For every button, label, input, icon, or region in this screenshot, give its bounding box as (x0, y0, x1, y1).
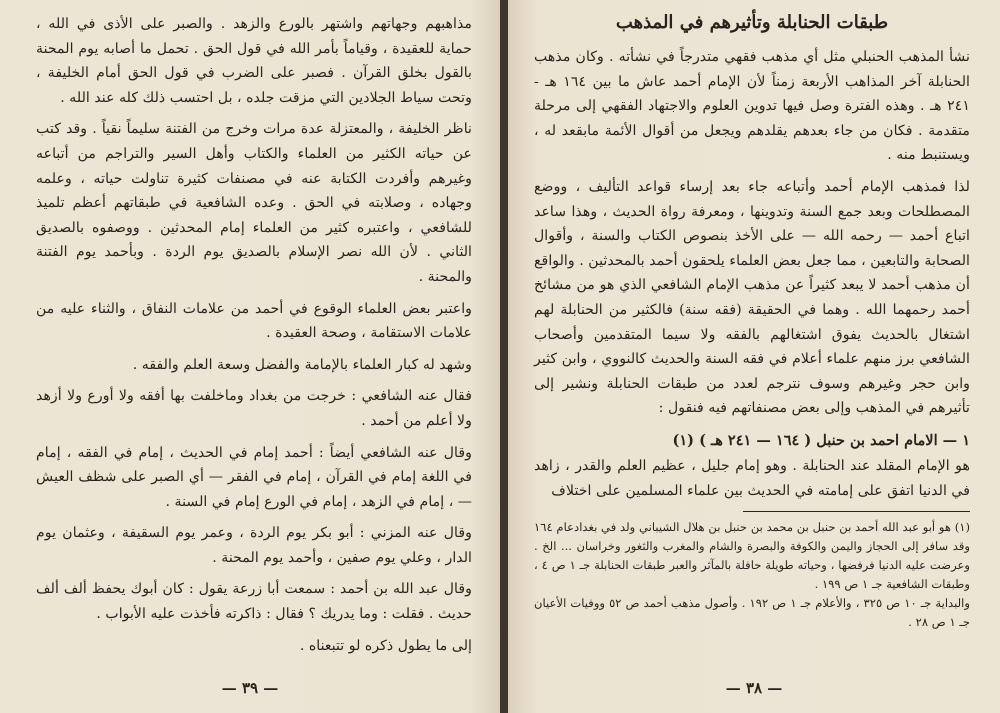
book-gutter (500, 0, 508, 713)
left-paragraph-5: فقال عنه الشافعي : خرجت من بغداد وماخلفت بها أفقه ولا أورع ولا أزهد ولا أعلم من أحمد . (36, 388, 472, 429)
left-paragraph-2: ناظر الخليفة ، والمعتزلة عدة مرات وخرج من الفتنة سليماً نقياً . وقد كتب عن حياته الكثير من العلماء والكتاب وأهل السير والتراجم من أتباعه وغيرهم وأفردت الكتابة عنه في مصنفات كثيرة تناولت حياته ، وعلمه وجهاده ، وصلابته في الحق . وعده الشافعية في طبقاتهم أعظم تلميذ للشافعي ، واعتبره كثير من العلماء إمام المحدثين . ووصفوه بالصديق الثاني . لأن الله نصر الإسلام بالصديق يوم الردة . وبأحمد يوم الفتنة والمحنة . (36, 121, 472, 285)
left-paragraph-9: إلى ما يطول ذكره لو تتبعناه . (299, 637, 472, 654)
footnote-divider (743, 511, 970, 512)
left-paragraph-6: وقال عنه الشافعي أيضاً : أحمد إمام في الحديث ، إمام في الفقه ، إمام في اللغة إمام في القرآن ، إمام في الفقر — أي الصبر على شظف العيش — ، إمام في الزهد ، إمام في الورع إمام في السنة . (36, 444, 472, 510)
section-text: هو الإمام المقلد عند الحنابلة . وهو إمام جليل ، عظيم العلم والقدر ، زاهد في الدنيا اتفق على إمامته في الحديث بين علماء المسلمين على اختلاف (534, 457, 970, 499)
page-header-title: طبقات الحنابلة وتأثيرهم في المذهب (615, 12, 889, 33)
left-paragraph-7: وقال عنه المزني : أبو بكر يوم الردة ، وعمر يوم السقيفة ، وعثمان يوم الدار ، وعلي يوم صفين ، وأحمد يوم المحنة . (36, 525, 472, 566)
right-page (508, 0, 1000, 713)
left-paragraph-3: واعتبر بعض العلماء الوقوع في أحمد من علامات النفاق ، والثناء عليه من علامات الاستقامة ، وصحة العقيدة . (36, 300, 472, 342)
section-title: ١ — الامام احمد بن حنبل ( ١٦٤ — ٢٤١ هـ ) (١) (672, 431, 970, 449)
footnote-2: والبداية جـ ١٠ ص ٣٢٥ ، والأعلام جـ ١ ص ١٩٢ . وأصول مذهب أحمد ص ٥٢ ووفيات الأعيان جـ ١ ص ٢٨ . (534, 596, 970, 630)
left-paragraph-4: وشهد له كبار العلماء بالإمامة والفضل وسعة العلم والفقه . (132, 356, 472, 373)
right-paragraph-1: نشأ المذهب الحنبلي مثل أي مذهب فقهي متدرجاً في نشأته . وكان مذهب الحنابلة آخر المذاهب الأربعة زمناً لأن الإمام أحمد عاش ما بين ١٦٤ هـ - ٢٤١ هـ . وهذه الفترة وصل فيها تدوين العلوم والاجتهاد الفقهي إلى مرحلة متقدمة . فكان من جاء بعدهم يقلدهم ويجعل من أقوال الأئمة مابقعد له ، ويستنبط منه . (534, 49, 971, 164)
right-paragraph-2: لذا فمذهب الإمام أحمد وأتباعه جاء بعد إرساء قواعد التأليف ، ووضع المصطلحات وبعد جمع السنة وتدوينها ، ومعرفة رواة الحديث ، وهذا ساعد اتباع أحمد — رحمه الله — على الأخذ بنصوص الكتاب والسنة ، وأقوال الصحابة والتابعين ، مما جعل بعض العلماء يلحقون أحمد بالمحدثين . والواقع أن مذهب أحمد لا يبعد كثيراً عن مذهب الإمام الشافعي الذي هو من مشائخ أحمد رحمهما الله . وهما في الحقيقة (فقه سنة) فالكثير من الحنابلة لهم اشتغال بالحديث يفوق اشتغالهم بالفقه ولا سيما المتقدمين وأصحاب الشافعي برز منهم علماء أعلام في فقه السنة والحديث كالنووي ، وابن كثير وابن حجر وغيرهم وسوف نترجم لعدد من طبقات الحنابلة ونشير إلى تأثيرهم في المذهب وإلى بعض مصنفاتهم فيه فنقول : (534, 178, 970, 417)
footnote-1: (١) هو أبو عبد الله أحمد بن حنبل بن محمد بن حنبل بن هلال الشيباني ولد في بغدادعام ١٦٤ وقد سافر إلى الحجاز واليمن والكوفة والبصرة والشام والمغرب والثغور وخراسان ... الخ . وعرضت عليه الدنيا فرفضها ، وحياته طويلة حافلة بالمآثر والعبر طبقات الحنابلة جـ ١ ص ٤ ، وطبقات الشافعية جـ ١ ص ١٩٩ . (534, 520, 970, 592)
left-paragraph-1: مذاهبهم وجهاتهم واشتهر بالورع والزهد . والصبر على الأذى في الله ، حماية للعقيدة ، وقياماً بأمر الله في قول الحق . تحمل ما أصابه يوم المحنة بالقول بخلق القرآن . فصبر على الضرب في قول الحق أمام الخليفة ، وتحت سياط الجلادين التي مزقت جلده ، بل احتسب ذلك كله عند الله . (36, 16, 472, 106)
left-page-number: — ٣٩ — (221, 679, 279, 697)
left-paragraph-8: وقال عبد الله بن أحمد : سمعت أبا زرعة يقول : كان أبوك يحفظ ألف ألف حديث . فقلت : وما يدريك ؟ فقال : ذاكرته فأخذت عليه الأبواب . (36, 581, 472, 623)
right-page-number: — ٣٨ — (725, 679, 783, 697)
